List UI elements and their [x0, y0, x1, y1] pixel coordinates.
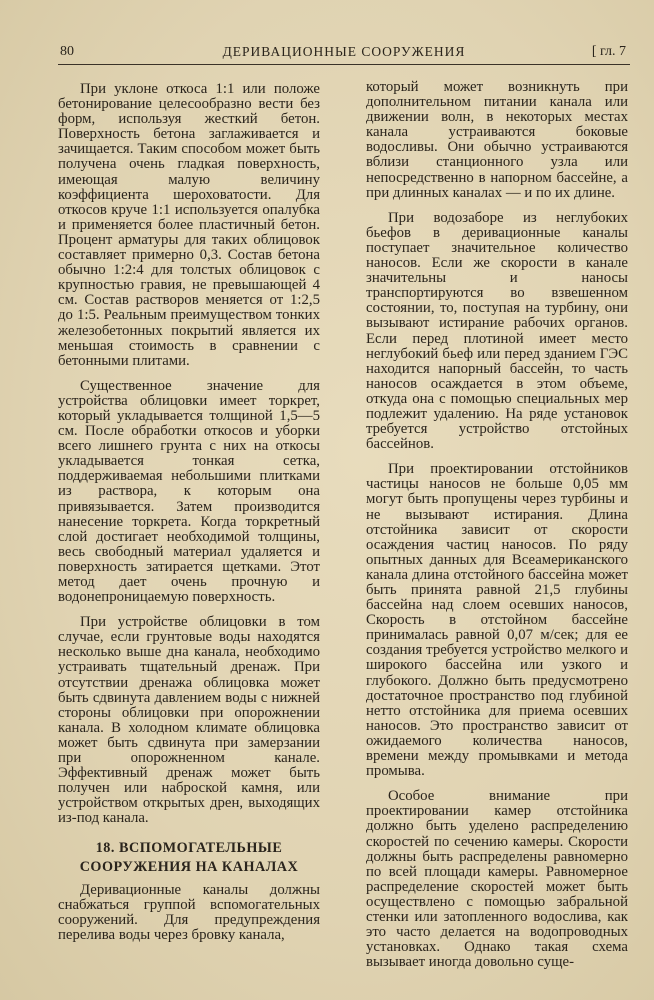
left-column	[58, 82, 320, 953]
paragraph: который может возникнуть при дополнительном питании канала или движении волн, в некоторых местах канала устраиваются боковые водосливы. Они обычно устраиваются вблизи станционного узла или непосредственно в напорном бассейне, а при длинных каналах — и по их длине.	[366, 79, 628, 201]
paragraph: При водозаборе из неглубоких бьефов в деривационные каналы поступает значительное количество наносов. Если же скорости в канале значительны и наносы транспортируются во взвешенном состоянии, то, поступая на турбину, они вызывают истирание рабочих органов. Если перед плотиной имеет место неглубокий бьеф или перед зданием ГЭС находится напорный бассейн, то часть наносов осаждается в этом объеме, откуда она с помощью специальных мер подлежит удалению. На ряде установок требуется устройство отстойных бассейнов.	[366, 209, 628, 453]
right-column	[366, 80, 628, 980]
section-heading-line: 18. ВСПОМОГАТЕЛЬНЫЕ	[95, 839, 283, 856]
section-heading	[58, 839, 320, 877]
paragraph: Существенное значение для устройства облицовки имеет торкрет, который укладывается толщиной 1,5—5 см. После обработки откосов и уборки всего лишнего грунта с них на откосы укладывается тонкая сетка, поддерживаемая небольшими плитками из раствора, к которым она привязывается. Затем производится нанесение торкрета. Когда торкретный слой достигает необходимой толщины, весь свободный материал удаляется и поверхность затирается щетками. Этот метод дает очень прочную и водонепроницаемую поверхность.	[58, 377, 320, 606]
chapter-reference: [ гл. 7	[591, 44, 626, 59]
page-header	[58, 42, 630, 65]
paragraph: При устройстве облицовки в том случае, если грунтовые воды находятся несколько выше дна канала, необходимо устраивать тщательный дренаж. При отсутствии дренажа облицовка может быть сдвинута давлением воды с нижней стороны облицовки при опорожнении канала. В холодном климате облицовка может быть сдвинута при замерзании при опорожненном канале. Эффективный дренаж может быть получен или наброской камня, или устройством открытых дрен, выходящих из-под канала.	[58, 614, 320, 827]
paragraph: Деривационные каналы должны снабжаться группой вспомогательных сооружений. Для предупреждения перелива воды через бровку канала,	[58, 881, 320, 943]
paragraph: Особое внимание при проектировании камер отстойника должно быть уделено распределению скоростей по сечению камеры. Скорости должны быть распределены равномерно по всей площади камеры. Равномерное распределение скоростей может быть осуществлено с помощью забральной стенки или затопленного водослива, как это часто делается на водопроводных установках. Однако такая схема вызывает иногда довольно суще-	[366, 788, 628, 971]
paragraph: При уклоне откоса 1:1 или положе бетонирование целесообразно вести без форм, используя жесткий бетон. Поверхность бетона заглаживается и зачищается. Таким способом может быть получена очень гладкая поверхность, имеющая малую величину коэффициента шероховатости. Для откосов круче 1:1 используется опалубка и применяется более пластичный бетон. Процент арматуры для таких облицовок составляет примерно 0,3. Состав бетона обычно 1:2:4 для толстых облицовок с крупностью гравия, не превышающей 4 см. Состав растворов меняется от 1:2,5 до 1:5. Реальным преимуществом тонких железобетонных покрытий является их меньшая стоимость в сравнении с бетонными плитами.	[58, 81, 320, 369]
section-heading-line: СООРУЖЕНИЯ НА КАНАЛАХ	[79, 858, 299, 875]
paragraph: При проектировании отстойников частицы наносов не больше 0,05 мм могут быть пропущены через турбины и не вызывают истирания. Длина отстойника зависит от скорости осаждения частиц наносов. По ряду опытных данных для Всеамериканского канала длина отстойного бассейна может быть принята равной 21,5 глубины бассейна над слоем осевших наносов, Скорость в отстойном бассейне принималась равной 0,07 м/сек; для ее создания требуется устройство мелкого и широкого бассейна или узкого и глубокого. Должно быть предусмотрено достаточное пространство под глубиной нетто отстойника для приема осевших наносов. Это пространство зависит от ожидаемого количества наносов, времени между промывками и метода промыва.	[366, 461, 628, 780]
running-title: ДЕРИВАЦИОННЫЕ СООРУЖЕНИЯ	[222, 44, 466, 59]
page-number: 80	[60, 44, 74, 59]
